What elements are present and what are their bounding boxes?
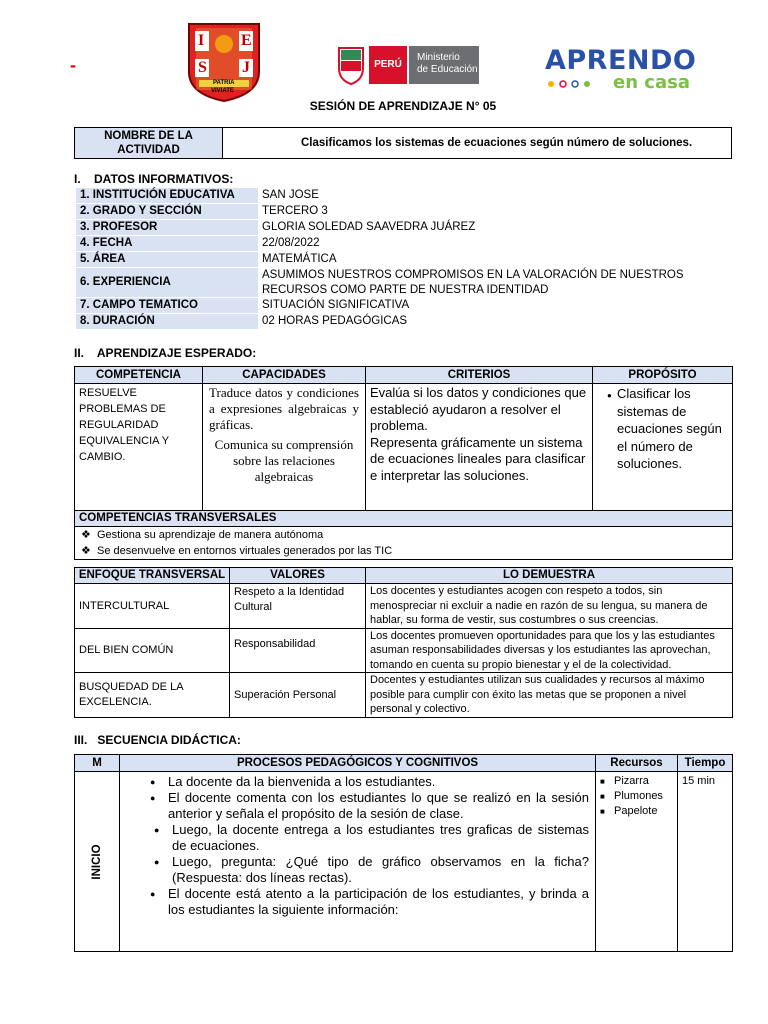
info-row: [76, 188, 746, 204]
capacidad-1: Traduce datos y condiciones a expresiones algebraicas y gráficas.: [209, 385, 359, 432]
moment-cell: [75, 772, 120, 952]
info-label: 8. DURACIÓN: [76, 314, 258, 329]
activity-label: [75, 128, 223, 159]
recurso-text: Plumones: [614, 790, 663, 802]
aprendo-dots-icon: [547, 79, 599, 89]
transversal-text: Gestiona su aprendizaje de manera autónoma: [97, 529, 324, 541]
step-item: ● Luego, la docente entrega a los estudiantes tres graficas de sistemas de ecuaciones.: [150, 822, 589, 854]
info-label: 4. FECHA: [76, 236, 258, 251]
header-enfoque: ENFOQUE TRANSVERSAL: [75, 568, 230, 584]
secuencia-table: [74, 754, 733, 952]
info-value: ASUMIMOS NUESTROS COMPROMISOS EN LA VALORACIÓN DE NUESTROS RECURSOS COMO PARTE DE NUESTRA IDENTIDAD: [262, 269, 684, 296]
info-label: 1. INSTITUCIÓN EDUCATIVA: [76, 188, 258, 203]
step-item: ● El docente comenta con los estudiantes lo que se realizó en la sesión anterior y señala el propósito de la sesión de clase.: [146, 790, 589, 822]
info-value: 22/08/2022: [262, 237, 320, 249]
enfoque-demuestra: Los docentes y estudiantes acogen con respeto a todos, sin menospreciar ni excluir a nadie en razón de su lengua, su manera de hablar, su forma de vestir, sus costumbres o sus creencias.: [366, 584, 733, 629]
info-label: 7. CAMPO TEMATICO: [76, 298, 258, 313]
red-dash: -: [70, 55, 76, 75]
enfoque-demuestra: Docentes y estudiantes utilizan sus cualidades y recursos al máximo posible para cumplir con éxito las metas que se proponen a nivel personal y colectivo.: [366, 673, 733, 718]
header-proposito: PROPÓSITO: [593, 367, 733, 384]
header-m: M: [75, 755, 120, 772]
activity-name: Clasificamos los sistemas de ecuaciones según número de soluciones.: [223, 128, 732, 159]
aprendo-en-casa-logo: [545, 46, 705, 96]
step-item: ● Luego, pregunta: ¿Qué tipo de gráfico observamos en la ficha? (Respuesta: dos líneas rectas).: [150, 854, 589, 886]
activity-table: [74, 127, 732, 159]
school-crest-logo: [185, 22, 263, 102]
section-2-heading: II. APRENDIZAJE ESPERADO:: [74, 346, 257, 360]
criterio-1: Evalúa si los datos y condiciones que estableció ayudaron a resolver el problema.: [370, 385, 587, 433]
procesos-cell: [120, 772, 596, 952]
crest-letter-s: S: [198, 59, 207, 76]
enfoque-valor: Respeto a la Identidad Cultural: [230, 584, 366, 629]
info-value: 02 HORAS PEDAGÓGICAS: [262, 315, 408, 327]
enfoque-row: [75, 584, 733, 629]
info-value: SITUACIÓN SIGNIFICATIVA: [262, 299, 410, 311]
bullet-icon: ●: [607, 391, 612, 400]
header-capacidades: CAPACIDADES: [203, 367, 366, 384]
capacidad-2: Comunica su comprensión sobre las relaciones algebraicas: [214, 437, 354, 484]
tiempo-cell: 15 min: [678, 772, 733, 952]
recursos-cell: [596, 772, 678, 952]
info-row: [76, 298, 746, 314]
crest-letter-e: E: [241, 32, 252, 49]
enfoque-name: INTERCULTURAL: [75, 584, 230, 629]
recurso-item: [600, 789, 673, 804]
diamond-bullet-icon: ❖: [81, 545, 91, 557]
transversal-item: [81, 527, 726, 543]
recurso-text: Papelote: [614, 805, 658, 817]
enfoque-row: [75, 628, 733, 673]
info-row: [76, 236, 746, 252]
crest-letter-i: I: [198, 32, 205, 49]
info-value: SAN JOSE: [262, 189, 319, 201]
info-label: 5. ÁREA: [76, 252, 258, 267]
enfoques-table: [74, 567, 733, 718]
proposito-cell: [593, 384, 733, 511]
info-label: 3. PROFESOR: [76, 220, 258, 235]
info-row: [76, 314, 746, 330]
ministry-line-1: Ministerio: [417, 52, 460, 63]
ministry-line-2: de Educación: [417, 64, 478, 75]
section-3-heading: III. SECUENCIA DIDÁCTICA:: [74, 733, 241, 747]
info-row: [76, 268, 746, 298]
diamond-bullet-icon: ❖: [81, 529, 91, 541]
transversales-list: [75, 527, 733, 560]
info-label: 6. EXPERIENCIA: [76, 268, 258, 297]
info-value: TERCERO 3: [262, 205, 328, 217]
peru-coat-of-arms-icon: [335, 42, 367, 86]
transversal-text: Se desenvuelve en entornos virtuales generados por las TIC: [97, 545, 393, 557]
square-bullet-icon: ■: [600, 777, 605, 786]
datos-informativos: [76, 188, 746, 330]
square-bullet-icon: ■: [600, 792, 605, 801]
aprendo-text: APRENDO: [545, 45, 697, 76]
info-value: GLORIA SOLEDAD SAAVEDRA JUÁREZ: [262, 221, 476, 233]
peru-red-box: PERÚ: [369, 46, 407, 84]
enfoque-name: BUSQUEDAD DE LA EXCELENCIA.: [75, 673, 230, 718]
crest-motto-2: VIVIATE: [211, 88, 234, 94]
header-recursos: Recursos: [596, 755, 678, 772]
activity-label-line-2: ACTIVIDAD: [117, 144, 180, 156]
recurso-item: [600, 774, 673, 789]
section-1-heading: I. DATOS INFORMATIVOS:: [74, 172, 234, 186]
info-value: MATEMÁTICA: [262, 253, 337, 265]
en-casa-text: en casa: [613, 72, 690, 93]
step-item: ● El docente está atento a la participación de los estudiantes, y brinda a los estudiantes la siguiente información:: [146, 886, 589, 918]
enfoque-valor: Superación Personal: [230, 673, 366, 718]
header-lo-demuestra: LO DEMUESTRA: [366, 568, 733, 584]
header-valores: VALORES: [230, 568, 366, 584]
ministry-box: [409, 46, 479, 84]
criterios-cell: [366, 384, 593, 511]
enfoque-name: DEL BIEN COMÚN: [75, 628, 230, 673]
aprendizaje-table: [74, 366, 733, 560]
header-procesos: PROCESOS PEDAGÓGICOS Y COGNITIVOS: [120, 755, 596, 772]
info-label: 2. GRADO Y SECCIÓN: [76, 204, 258, 219]
criterio-2: Representa gráficamente un sistema de ecuaciones lineales para clasificar e interpretar las soluciones.: [370, 434, 586, 483]
activity-label-line-1: NOMBRE DE LA: [104, 130, 193, 142]
proposito-text: Clasificar los sistemas de ecuaciones según el número de soluciones.: [617, 386, 722, 471]
info-row: [76, 204, 746, 220]
header-criterios: CRITERIOS: [366, 367, 593, 384]
step-item: ● La docente da la bienvenida a los estudiantes.: [146, 774, 589, 790]
crest-letter-j: J: [242, 59, 250, 76]
moment-label: INICIO: [91, 843, 103, 880]
transversal-item: [81, 543, 726, 559]
recurso-item: [600, 804, 673, 819]
square-bullet-icon: ■: [600, 807, 605, 816]
capacidades-cell: [203, 384, 366, 511]
enfoque-row: [75, 673, 733, 718]
peru-minedu-logo: [333, 40, 480, 88]
enfoque-valor: Responsabilidad: [230, 628, 366, 673]
competencia-cell: RESUELVE PROBLEMAS DE REGULARIDAD EQUIVALENCIA Y CAMBIO.: [75, 384, 203, 511]
crest-motto: PATRIA: [213, 80, 235, 86]
session-title: SESIÓN DE APRENDIZAJE N° 05: [309, 99, 497, 113]
info-row: [76, 252, 746, 268]
header-tiempo: Tiempo: [678, 755, 733, 772]
enfoque-demuestra: Los docentes promueven oportunidades para que los y las estudiantes asuman responsabilidades diversas y los estudiantes las aprovechan, tomando en cuenta su propio bienestar y el de la colectividad.: [366, 628, 733, 673]
info-row: [76, 220, 746, 236]
recurso-text: Pizarra: [614, 775, 649, 787]
transversales-header: COMPETENCIAS TRANSVERSALES: [75, 511, 733, 527]
header-competencia: COMPETENCIA: [75, 367, 203, 384]
